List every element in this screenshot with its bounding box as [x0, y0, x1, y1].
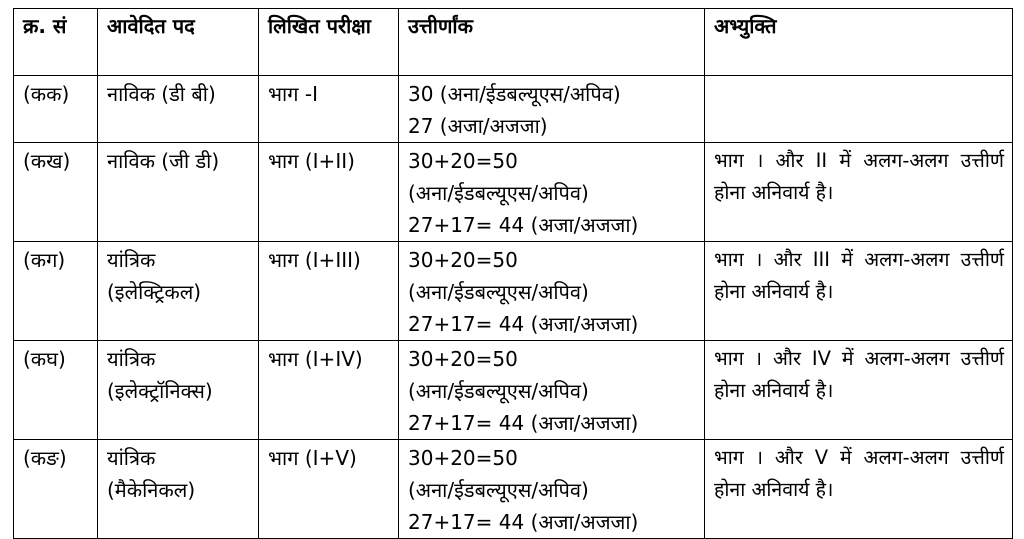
post-line: (मैकेनिकल) [107, 478, 196, 502]
header-qualifying-marks: उत्तीर्णांक [399, 9, 705, 76]
marks-cell [399, 76, 705, 143]
marks-line: 30+20=50 [408, 347, 518, 371]
post-cell [98, 143, 259, 242]
marks-line: 27+17= 44 (अजा/अजजा) [408, 312, 639, 336]
post-cell [98, 341, 259, 440]
serial-cell: (कख) [14, 143, 98, 242]
marks-cell [399, 143, 705, 242]
post-cell [98, 242, 259, 341]
exam-cell: भाग (I+IV) [259, 341, 399, 440]
header-serial: क्र. सं [14, 9, 98, 76]
post-cell [98, 440, 259, 539]
marks-line: 30 (अना/ईडबल्यूएस/अपिव) [408, 82, 621, 106]
header-remarks: अभ्युक्ति [705, 9, 1013, 76]
marks-line: 27 (अजा/अजजा) [408, 114, 548, 138]
remark-cell [705, 76, 1013, 143]
marks-line: (अना/ईडबल्यूएस/अपिव) [408, 280, 589, 304]
exam-cell: भाग (I+II) [259, 143, 399, 242]
header-written-exam: लिखित परीक्षा [259, 9, 399, 76]
serial-cell: (कग) [14, 242, 98, 341]
marks-cell [399, 440, 705, 539]
post-line: (इलेक्ट्रिकल) [107, 280, 202, 304]
marks-line: (अना/ईडबल्यूएस/अपिव) [408, 181, 589, 205]
table-row [14, 341, 1013, 440]
post-line: (इलेक्ट्रॉनिक्स) [107, 379, 213, 403]
marks-line: 30+20=50 [408, 149, 518, 173]
marks-line: (अना/ईडबल्यूएस/अपिव) [408, 379, 589, 403]
remark-cell: भाग । और IV में अलग-अलग उत्तीर्ण होना अनिवार्य है। [705, 341, 1013, 440]
post-line: यांत्रिक [107, 446, 156, 470]
qualifying-marks-table [13, 8, 1013, 539]
remark-cell: भाग । और III में अलग-अलग उत्तीर्ण होना अनिवार्य है। [705, 242, 1013, 341]
marks-line: (अना/ईडबल्यूएस/अपिव) [408, 478, 589, 502]
marks-line: 30+20=50 [408, 446, 518, 470]
table-row [14, 440, 1013, 539]
remark-cell: भाग । और V में अलग-अलग उत्तीर्ण होना अनिवार्य है। [705, 440, 1013, 539]
header-post: आवेदित पद [98, 9, 259, 76]
post-line: नाविक (डी बी) [107, 82, 216, 106]
exam-cell: भाग (I+V) [259, 440, 399, 539]
table-row [14, 76, 1013, 143]
remark-cell: भाग । और II में अलग-अलग उत्तीर्ण होना अनिवार्य है। [705, 143, 1013, 242]
table-row [14, 242, 1013, 341]
table-row [14, 143, 1013, 242]
serial-cell: (कङ) [14, 440, 98, 539]
marks-cell [399, 341, 705, 440]
post-line: यांत्रिक [107, 248, 156, 272]
marks-line: 27+17= 44 (अजा/अजजा) [408, 510, 639, 534]
post-cell [98, 76, 259, 143]
marks-line: 27+17= 44 (अजा/अजजा) [408, 411, 639, 435]
marks-cell [399, 242, 705, 341]
serial-cell: (कघ) [14, 341, 98, 440]
serial-cell: (कक) [14, 76, 98, 143]
marks-line: 27+17= 44 (अजा/अजजा) [408, 213, 639, 237]
header-row [14, 9, 1013, 76]
exam-cell: भाग (I+III) [259, 242, 399, 341]
exam-cell: भाग -I [259, 76, 399, 143]
marks-line: 30+20=50 [408, 248, 518, 272]
post-line: यांत्रिक [107, 347, 156, 371]
post-line: नाविक (जी डी) [107, 149, 220, 173]
